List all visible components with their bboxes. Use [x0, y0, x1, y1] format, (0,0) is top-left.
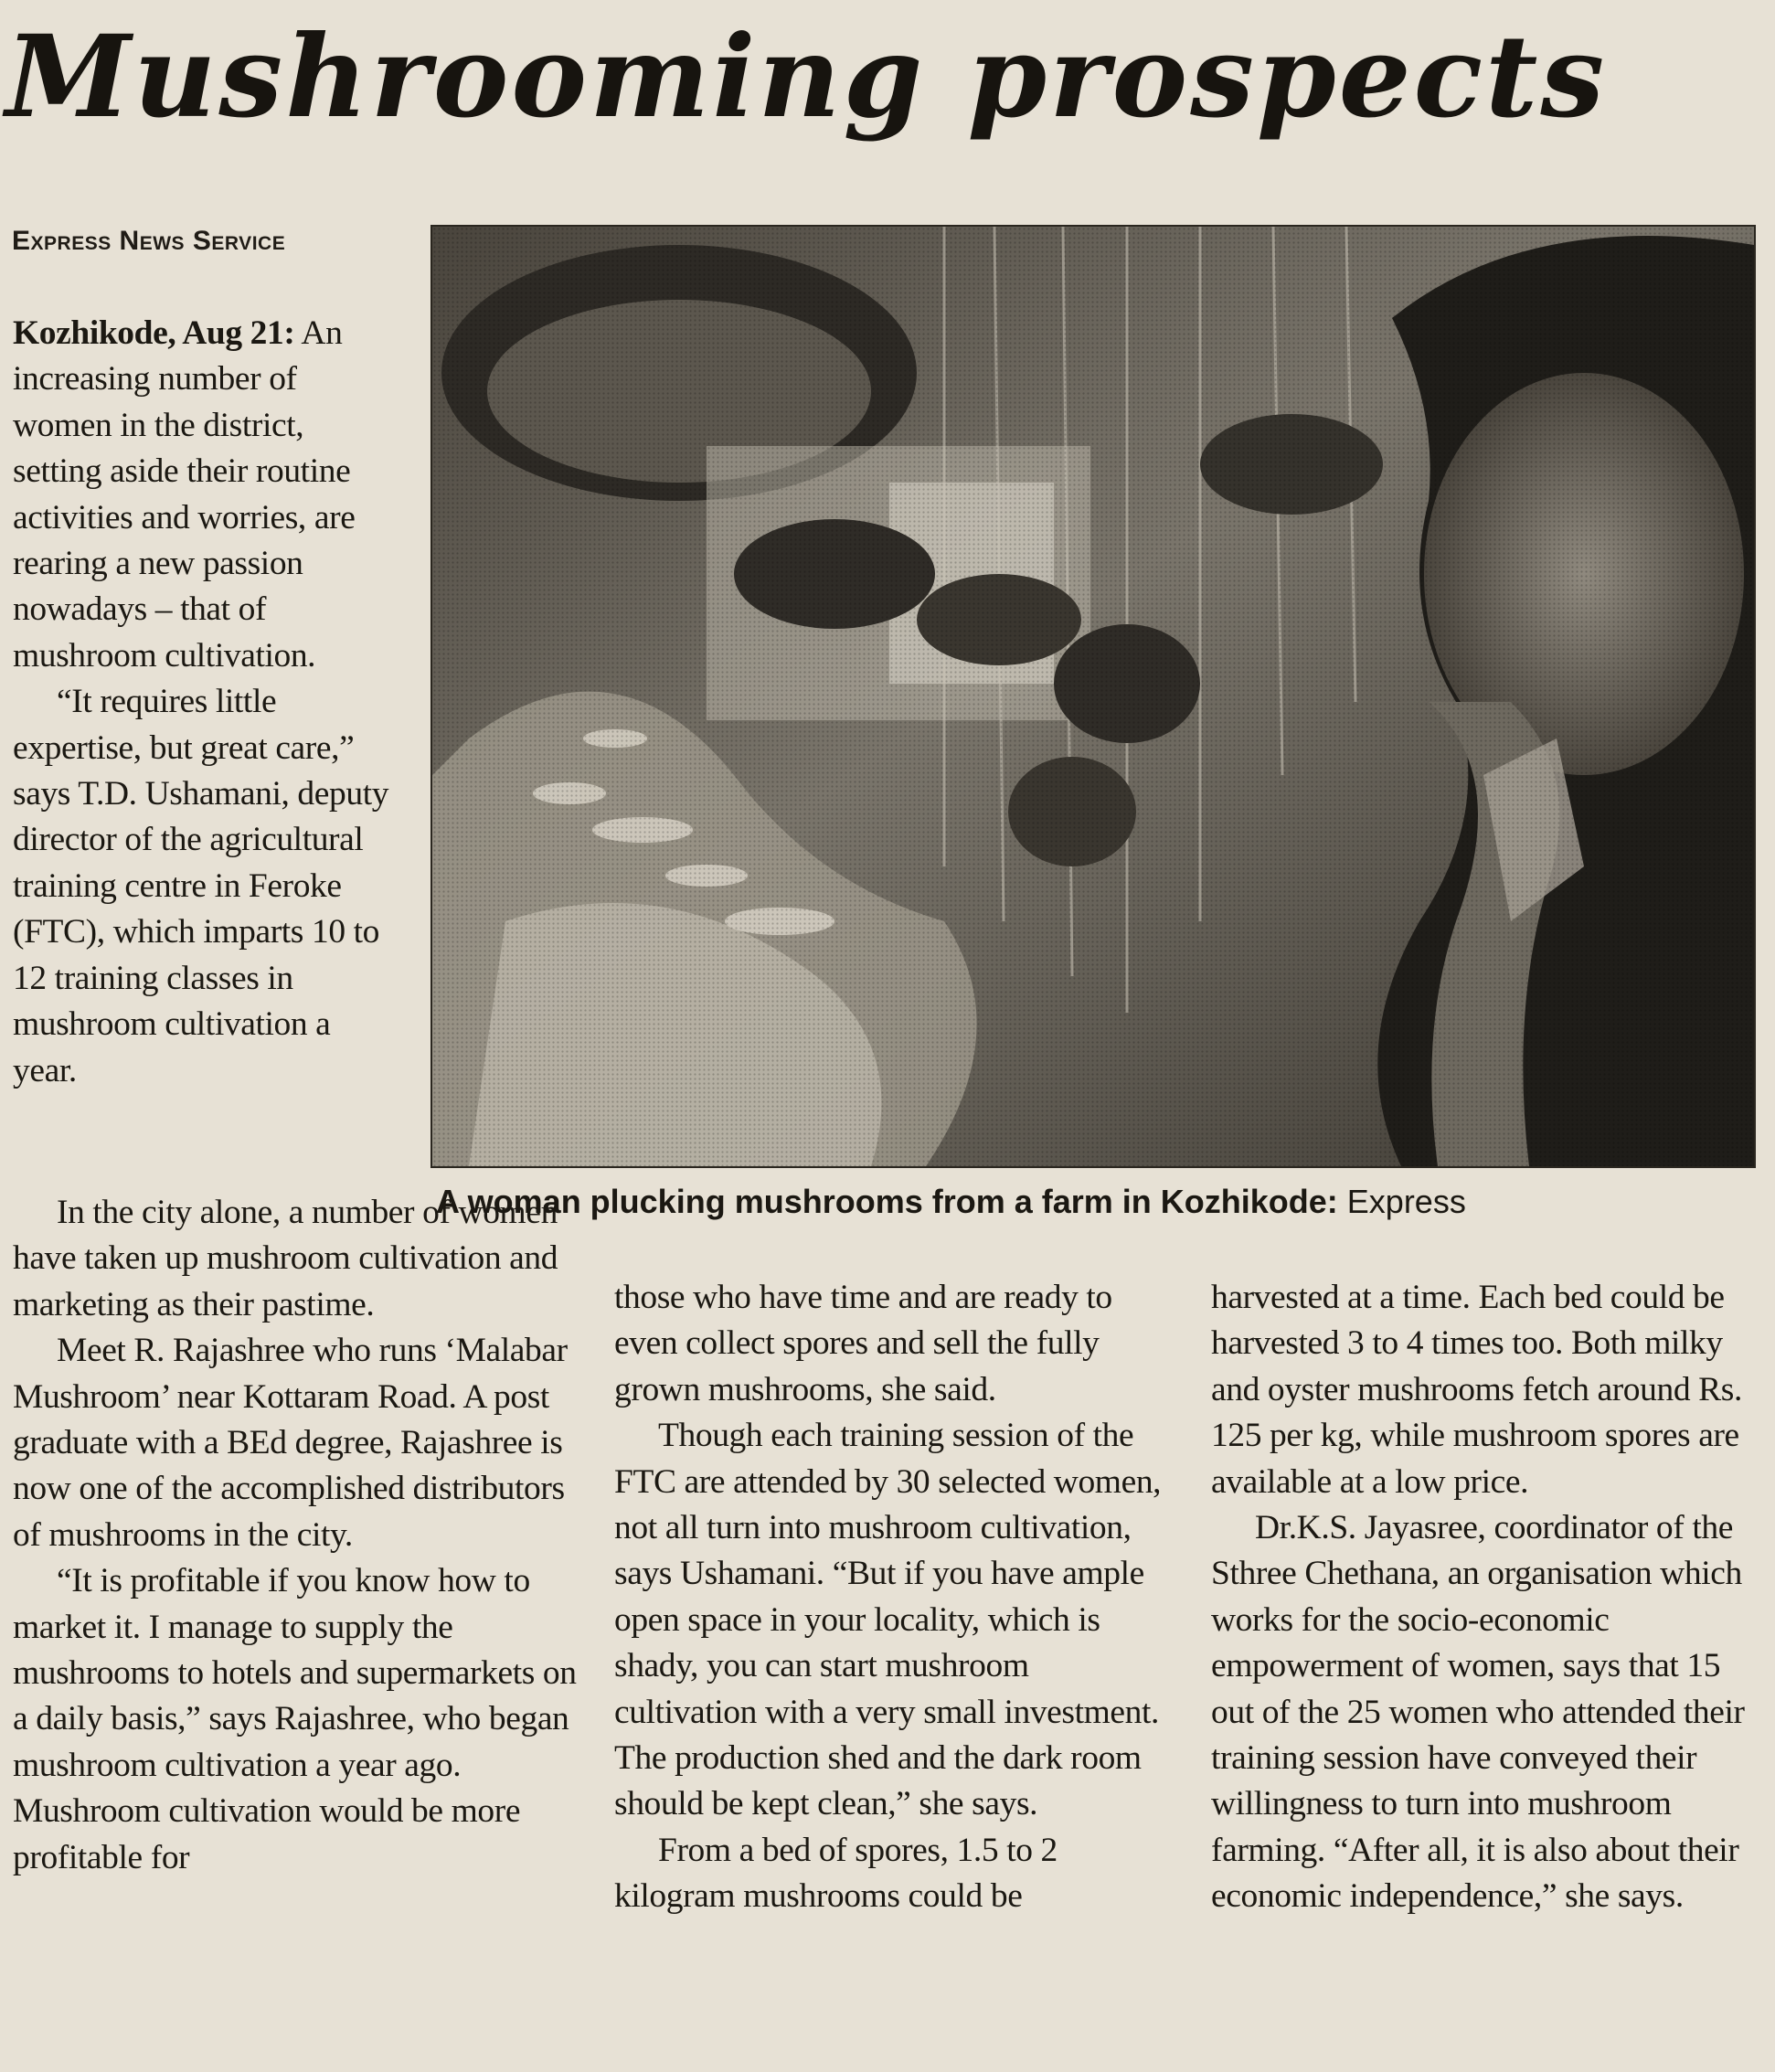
paragraph-text: An increasing number of women in the district, setting aside their routine activities and worries, are rearing a new passion nowadays – that of mushroom cultivation. [13, 314, 356, 675]
column-left-upper [13, 311, 399, 1094]
paragraph: “It requires little expertise, but great care,” says T.D. Ushamani, deputy director of the agricultural training centre in Feroke (FTC), which imparts 10 to 12 training classes in mushroom cultivation a year. [13, 683, 389, 1089]
mushroom-farm-photo [432, 227, 1754, 1166]
paragraph: harvested at a time. Each bed could be harvested 3 to 4 times too. Both milky and oyster mushrooms fetch around Rs. 125 per kg, while mushroom spores are available at a low price. [1211, 1279, 1742, 1501]
paragraph: Dr.K.S. Jayasree, coordinator of the Sthree Chethana, an organisation which works for the socio-economic empowerment of women, says that 15 out of the 25 women who attended their training session have conveyed their willingness to turn into mushroom farming. “After all, it is also about their economic independence,” she says. [1211, 1509, 1745, 1916]
headline: Mushrooming prospects [5, 11, 1608, 143]
paragraph: From a bed of spores, 1.5 to 2 kilogram mushrooms could be [614, 1831, 1058, 1916]
paragraph: Though each training session of the FTC are attended by 30 selected women, not all turn into mushroom cultivation, says Ushamani. “But if you have ample open space in your locality, which is shady, you can start mushroom cultivation with a very small investment. The production shed and the dark room should be kept clean,” she says. [614, 1417, 1162, 1823]
paragraph: “It is profitable if you know how to market it. I manage to supply the mushrooms to hotels and supermarkets on a daily basis,” says Rajashree, who began mushroom cultivation a year ago. Mushroom cultivation would be more profitable for [13, 1562, 577, 1876]
paragraph: Meet R. Rajashree who runs ‘Malabar Mushroom’ near Kottaram Road. A post graduate with a BEd degree, Rajashree is now one of the accomplished distributors of mushrooms in the city. [13, 1332, 568, 1554]
article-photo [430, 225, 1756, 1168]
photo-credit: Express [1346, 1183, 1466, 1220]
lead-paragraph [13, 311, 399, 679]
paragraph: In the city alone, a number of women have taken up mushroom cultivation and marketing as their pastime. [13, 1194, 558, 1323]
caption-text: A woman plucking mushrooms from a farm in Kozhikode: [436, 1183, 1347, 1220]
photo-caption [436, 1179, 1466, 1225]
dateline: Kozhikode, Aug 21: [13, 314, 295, 352]
paragraph: those who have time and are ready to even collect spores and sell the fully grown mushrooms, she said. [614, 1279, 1112, 1408]
column-right [1211, 1275, 1759, 1920]
byline: Express News Service [12, 226, 286, 256]
column-middle [614, 1275, 1163, 1920]
column-left-lower [13, 1190, 579, 1881]
